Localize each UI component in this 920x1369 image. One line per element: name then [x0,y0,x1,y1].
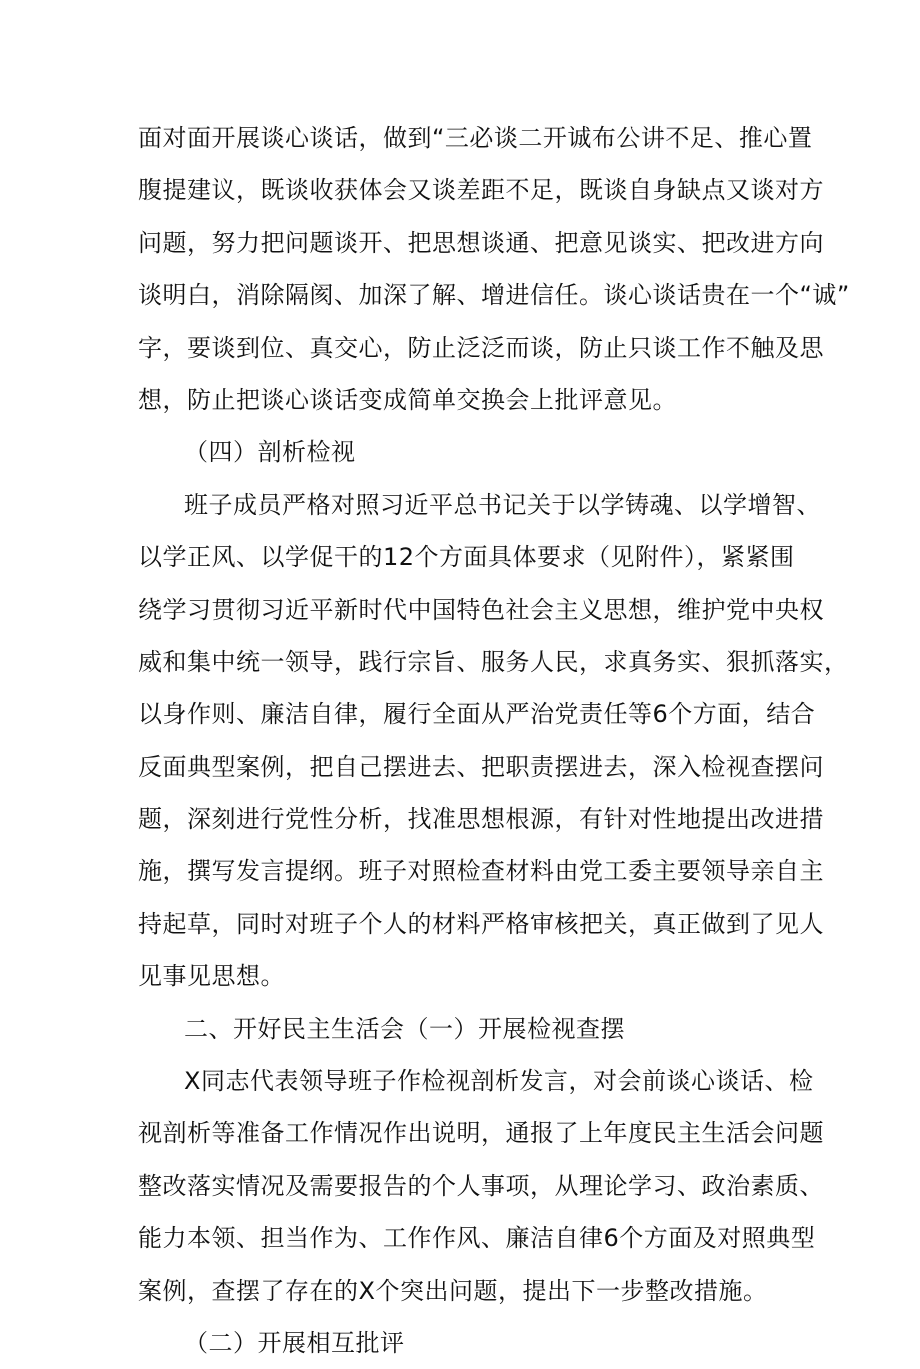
body-line: 班子成员严格对照习近平总书记关于以学铸魂、以学增智、 [184,490,821,519]
body-line: 施，撰写发言提纲。班子对照检查材料由党工委主要领导亲自主 [138,857,824,886]
body-line: 案例，查摆了存在的X个突出问题，提出下一步整改措施。 [138,1276,768,1305]
body-line: X同志代表领导班子作检视剖析发言，对会前谈心谈话、检 [184,1067,814,1096]
body-line: 谈明白，消除隔阂、加深了解、增进信任。谈心谈话贵在一个“诚” [138,281,850,310]
section-heading: （二）开展相互批评 [184,1328,405,1357]
body-line: 题，深刻进行党性分析，找准思想根源，有针对性地提出改进措 [138,805,824,834]
section-heading: 二、开好民主生活会（一）开展检视查摆 [184,1014,625,1043]
document-body [138,112,850,1369]
section-heading: （四）剖析检视 [184,438,356,467]
body-line: 腹提建议，既谈收获体会又谈差距不足，既谈自身缺点又谈对方 [138,176,824,205]
body-line: 整改落实情况及需要报告的个人事项，从理论学习、政治素质、 [138,1171,824,1200]
body-line: 能力本领、担当作为、工作作风、廉洁自律6个方面及对照典型 [138,1224,816,1253]
body-line: 持起草，同时对班子个人的材料严格审核把关，真正做到了见人 [138,909,824,938]
body-line: 问题，努力把问题谈开、把思想谈通、把意见谈实、把改进方向 [138,228,824,257]
body-line: 面对面开展谈心谈话，做到“三必谈二开诚布公讲不足、推心置 [138,124,813,152]
body-line: 威和集中统一领导，践行宗旨、服务人民，求真务实、狠抓落实， [138,647,849,676]
body-line: 字，要谈到位、真交心，防止泛泛而谈，防止只谈工作不触及思 [138,333,824,362]
body-line: 以学正风、以学促干的12个方面具体要求（见附件），紧紧围 [138,543,795,572]
body-line: 以身作则、廉洁自律，履行全面从严治党责任等6个方面，结合 [138,700,816,729]
body-line: 绕学习贯彻习近平新时代中国特色社会主义思想，维护党中央权 [138,595,824,624]
body-line: 想，防止把谈心谈话变成简单交换会上批评意见。 [138,385,677,414]
body-line: 见事见思想。 [138,962,285,991]
body-line: 反面典型案例，把自己摆进去、把职责摆进去，深入检视查摆问 [138,752,824,781]
body-line: 视剖析等准备工作情况作出说明，通报了上年度民主生活会问题 [138,1119,824,1148]
